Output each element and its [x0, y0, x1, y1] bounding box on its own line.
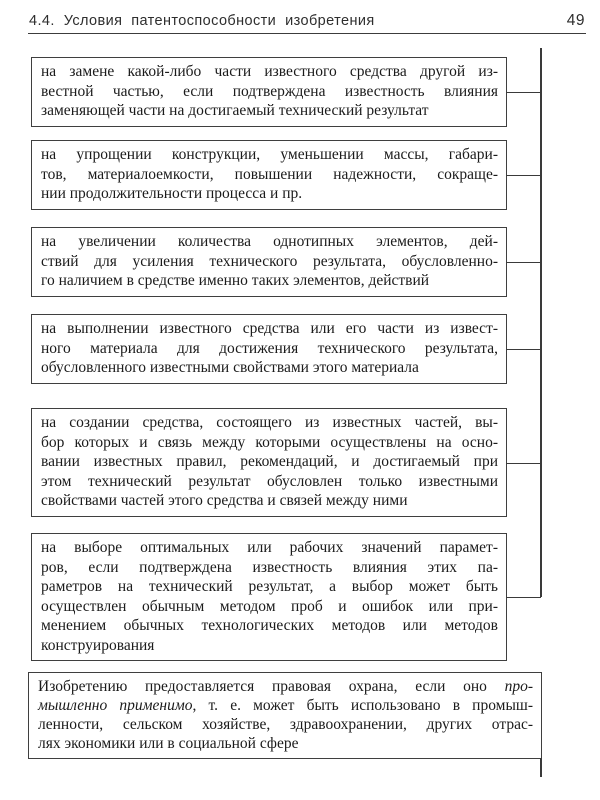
text-line: свойствами частей этого средства и связей между ними	[41, 492, 408, 509]
flow-box-1	[31, 57, 507, 127]
text-line: вестной частью, если подтверждена известность влияния	[41, 82, 498, 100]
connector-vertical-line	[540, 48, 542, 597]
connector-stub	[506, 92, 541, 93]
conclusion-box	[28, 672, 542, 759]
flow-box-2	[31, 140, 507, 210]
text-line: на замене какой-либо части известного средства другой из-	[41, 63, 498, 80]
text-line: вании известных правил, рекомендаций, и достигаемый при	[41, 453, 498, 470]
section-heading: 4.4. Условия патентоспособности изобретения	[29, 13, 375, 29]
text-line: на выполнении известного средства или его части из извест-	[41, 320, 498, 337]
connector-stub	[506, 463, 541, 464]
text-line	[38, 696, 533, 715]
text-line: на упрощении конструкции, уменьшении массы, габари-	[41, 146, 498, 163]
text-line: ного материала для достижения технического результата,	[41, 339, 498, 357]
emphasized-term: мышленно применимо	[38, 697, 193, 714]
flow-box-3	[31, 227, 507, 297]
text-line: ствий для усиления технического результата, обусловленно-	[41, 252, 498, 270]
text-line	[38, 677, 533, 696]
text-line: тов, материалоемкости, повышении надежности, сокраще-	[41, 165, 498, 183]
connector-stub	[506, 349, 541, 350]
connector-stub	[506, 175, 541, 176]
text-line: осуществлен обычным методом проб и ошибок или при-	[41, 597, 498, 615]
text-line: этом технический результат обусловлен только известными	[41, 472, 498, 490]
text-line: конструирования	[41, 636, 155, 654]
text-line	[38, 715, 533, 734]
text-line: заменяющей части на достигаемый технический результат	[41, 102, 429, 119]
text-line: на выборе оптимальных или рабочих значений парамет-	[41, 539, 498, 556]
page-number: 49	[566, 12, 585, 29]
text-segment: Изобретению предоставляется правовая охрана, если оно	[38, 678, 505, 695]
text-line: бор которых и связь между которыми осуществлены на осно-	[41, 433, 498, 451]
connector-stub	[506, 262, 541, 263]
flow-box-4	[31, 314, 507, 384]
text-line	[38, 734, 533, 753]
text-line: обусловленного известными свойствами этого материала	[41, 359, 419, 376]
text-line: на увеличении количества однотипных элементов, дей-	[41, 233, 498, 250]
text-line: нии продолжительности процесса и пр.	[41, 185, 303, 202]
text-line: го наличием в средстве именно таких элементов, действий	[41, 272, 430, 289]
connector-stub	[506, 597, 541, 598]
text-line: ров, если подтверждена известность влияния этих па-	[41, 558, 498, 576]
connector-bottom-stub	[540, 758, 542, 777]
text-line: раметров на технический результат, а выбор может быть	[41, 578, 498, 595]
text-segment: , т. е. может быть использовано в промыш-	[192, 697, 533, 714]
flow-box-5	[31, 408, 507, 517]
flow-box-6	[31, 533, 507, 661]
text-segment: ленности, сельском хозяйстве, здравоохранении, других отрас-	[38, 716, 533, 733]
text-line: на создании средства, состоящего из известных частей, вы-	[41, 414, 498, 431]
emphasized-term: про-	[504, 678, 533, 695]
text-line: менением обычных технологических методов или методов	[41, 617, 498, 634]
text-segment: лях экономики или в социальной сфере	[38, 735, 299, 752]
